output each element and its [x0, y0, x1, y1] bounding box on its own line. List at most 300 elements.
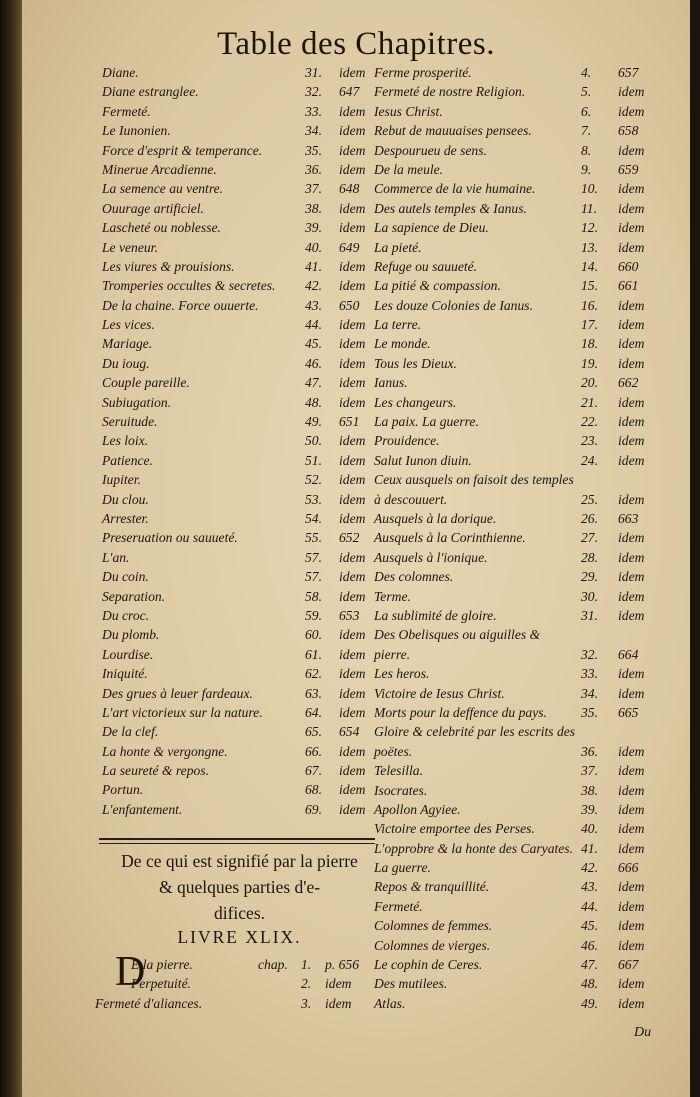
index-entry — [95, 994, 385, 1013]
page-reference: idem — [618, 452, 645, 468]
chapter-number: 22. — [581, 414, 598, 430]
page-reference: idem — [618, 801, 645, 817]
index-entry — [95, 955, 385, 974]
index-entry — [374, 567, 674, 586]
livre-heading: LIVRE XLIX. — [177, 927, 302, 947]
index-entry — [102, 761, 377, 780]
index-entry — [374, 916, 674, 935]
index-entry — [102, 625, 377, 644]
page-reference: idem — [618, 414, 645, 430]
entry-title: Preseruation ou sauueté. — [102, 530, 238, 546]
index-entry — [374, 858, 674, 877]
section-entries — [95, 955, 385, 1013]
index-entry — [102, 528, 377, 547]
page-reference: idem — [339, 278, 366, 294]
chapter-number: 30. — [581, 588, 598, 604]
index-entry — [102, 431, 377, 450]
page-reference: idem — [618, 433, 645, 449]
chapter-number: 66. — [305, 743, 322, 759]
index-entry — [374, 63, 674, 82]
page-reference: idem — [339, 65, 366, 80]
page-reference: idem — [339, 666, 366, 682]
page-reference: 657 — [618, 65, 639, 80]
book-binding — [0, 0, 22, 1097]
entry-title: Ceux ausquels on faisoit des temples à descouuert. — [374, 472, 574, 507]
page-reference: 647 — [339, 84, 360, 100]
page-reference: 652 — [339, 530, 360, 546]
entry-title: La sublimité de gloire. — [374, 607, 497, 623]
entry-title: Fermeté de nostre Religion. — [374, 84, 526, 100]
page-reference: idem — [339, 588, 366, 604]
chapter-number: 29. — [581, 569, 598, 585]
page-reference: p. 656 — [325, 957, 359, 972]
entry-title: La terre. — [374, 317, 422, 333]
chapter-number: 44. — [305, 317, 322, 333]
index-entry — [374, 218, 674, 237]
page-reference: 663 — [618, 511, 639, 526]
page-reference: idem — [339, 220, 366, 236]
page-reference: 664 — [618, 646, 639, 662]
page-title: Table des Chapitres. — [216, 26, 496, 62]
entry-title: Ausquels à la Corinthienne. — [374, 530, 526, 546]
page-reference: idem — [618, 317, 645, 333]
chapter-number: 27. — [581, 530, 598, 546]
right-column-index — [374, 63, 674, 1013]
index-entry — [374, 179, 674, 198]
entry-title: Separation. — [102, 588, 166, 604]
page-reference: idem — [618, 976, 645, 992]
chapter-number: 48. — [581, 976, 598, 992]
page-reference: idem — [618, 937, 645, 953]
chapter-number: 32. — [581, 646, 598, 662]
chapter-number: 33. — [305, 103, 322, 119]
page-reference: idem — [339, 782, 366, 798]
entry-title: Le veneur. — [102, 239, 158, 255]
entry-title: Rebut de mauuaises pensees. — [374, 123, 532, 139]
page-reference: idem — [339, 123, 366, 139]
page-reference: 659 — [618, 161, 639, 177]
drop-capital: D — [115, 949, 146, 995]
chapter-number: 13. — [581, 239, 598, 255]
chapter-number: 64. — [305, 704, 322, 720]
entry-title: Victoire de Iesus Christ. — [374, 685, 505, 701]
chapter-number: 20. — [581, 375, 598, 391]
entry-title: Patience. — [102, 452, 153, 468]
page-reference: idem — [339, 142, 366, 158]
index-entry — [102, 587, 377, 606]
index-entry — [102, 276, 377, 295]
chapter-number: 8. — [581, 142, 592, 158]
chapter-number: 5. — [581, 84, 592, 100]
index-entry — [374, 936, 674, 955]
index-entry — [102, 490, 377, 509]
page-reference: idem — [618, 782, 645, 798]
index-entry — [374, 839, 674, 858]
chapter-number: 37. — [305, 181, 322, 197]
index-entry — [102, 684, 377, 703]
entry-title: Les viures & prouisions. — [102, 258, 235, 274]
index-entry — [374, 974, 674, 993]
chapter-number: 59. — [305, 607, 322, 623]
page-reference: 660 — [618, 258, 639, 274]
entry-title: Colomnes de femmes. — [374, 918, 493, 934]
index-entry — [374, 684, 674, 703]
chapter-number: 35. — [581, 704, 598, 720]
chapter-number: 19. — [581, 355, 598, 371]
page-reference: idem — [339, 258, 366, 274]
chapter-number: 7. — [581, 123, 592, 139]
entry-title: Des Obelisques ou aiguilles & pierre. — [374, 627, 541, 662]
section-heading-line-2: & quelques parties d'e- — [158, 877, 321, 897]
page-reference: 653 — [339, 607, 360, 623]
index-entry — [102, 141, 377, 160]
page-reference: idem — [618, 995, 645, 1011]
entry-title: Ouurage artificiel. — [102, 200, 204, 216]
chapter-number: 57. — [305, 549, 322, 565]
index-entry — [374, 625, 674, 664]
entry-title: Lourdise. — [102, 646, 154, 662]
chapter-number: 49. — [305, 414, 322, 430]
index-entry — [102, 664, 377, 683]
entry-title: L'enfantement. — [102, 801, 183, 817]
chapter-number: 15. — [581, 278, 598, 294]
entry-title: Les loix. — [102, 433, 149, 449]
chapter-number: 10. — [581, 181, 598, 197]
chapter-number: 11. — [581, 200, 597, 216]
page-reference: idem — [339, 646, 366, 662]
page-reference: idem — [339, 355, 366, 371]
entry-title: Ausquels à l'ionique. — [374, 549, 488, 565]
page-reference: idem — [618, 336, 645, 352]
index-entry — [102, 296, 377, 315]
index-entry — [102, 82, 377, 101]
chapter-number: 24. — [581, 452, 598, 468]
chapter-number: 39. — [581, 801, 598, 817]
index-entry — [102, 354, 377, 373]
page-reference: idem — [618, 879, 645, 895]
page-reference: idem — [339, 763, 366, 779]
chapter-number: 1. — [301, 957, 312, 972]
page-reference: idem — [339, 472, 366, 488]
chapter-number: 39. — [305, 220, 322, 236]
page-reference: idem — [339, 375, 366, 391]
entry-title: Force d'esprit & temperance. — [102, 142, 263, 158]
entry-title: De la clef. — [102, 724, 159, 740]
index-entry — [374, 373, 674, 392]
chapter-number: 9. — [581, 161, 592, 177]
chapter-number: 65. — [305, 724, 322, 740]
chapter-number: 35. — [305, 142, 322, 158]
page-reference: idem — [618, 103, 645, 119]
chapter-number: 49. — [581, 995, 598, 1011]
page-reference: idem — [325, 995, 352, 1011]
index-entry — [374, 703, 674, 722]
entry-title: Mariage. — [102, 336, 153, 352]
entry-title: L'an. — [102, 549, 130, 565]
index-entry — [374, 121, 674, 140]
page-reference: 662 — [618, 375, 639, 391]
page-reference: 665 — [618, 704, 639, 720]
chapter-number: 47. — [305, 375, 322, 391]
page-reference: idem — [325, 976, 352, 992]
index-entry — [102, 160, 377, 179]
index-entry — [102, 645, 377, 664]
chapter-number: 54. — [305, 510, 322, 526]
entry-title: La sapience de Dieu. — [374, 220, 489, 236]
left-column-index — [102, 63, 377, 819]
chapter-number: 40. — [305, 239, 322, 255]
index-entry — [374, 431, 674, 450]
index-entry — [102, 412, 377, 431]
index-entry — [374, 819, 674, 838]
entry-title: La pieté. — [374, 239, 422, 255]
section-heading — [92, 848, 387, 926]
index-entry — [374, 722, 674, 761]
chapter-number: 21. — [581, 394, 598, 410]
entry-title: Ferme prosperité. — [374, 65, 472, 80]
page-reference: idem — [618, 821, 645, 837]
index-entry — [374, 955, 674, 974]
entry-title: Seruitude. — [102, 414, 158, 430]
index-entry — [374, 141, 674, 160]
index-entry — [102, 509, 377, 528]
index-entry — [102, 451, 377, 470]
chapter-number: 37. — [581, 763, 598, 779]
entry-title: Des mutilees. — [374, 976, 448, 992]
page-reference: idem — [618, 181, 645, 197]
entry-title: Le monde. — [374, 336, 431, 352]
entry-title: Despourueu de sens. — [374, 142, 487, 158]
page-reference: idem — [618, 200, 645, 216]
chapter-number: 3. — [301, 995, 312, 1011]
entry-title: La pitié & compassion. — [374, 278, 501, 294]
index-entry — [374, 412, 674, 431]
page-reference: idem — [618, 569, 645, 585]
page-reference: idem — [339, 704, 366, 720]
chapter-number: 41. — [305, 258, 322, 274]
index-entry — [374, 509, 674, 528]
entry-title: Couple pareille. — [102, 375, 190, 391]
section-rule — [99, 838, 375, 844]
entry-title: L'opprobre & la honte des Caryates. — [374, 840, 574, 856]
index-entry — [374, 354, 674, 373]
chapter-number: 25. — [581, 491, 598, 507]
entry-title: Prouidence. — [374, 433, 440, 449]
entry-title: Diane estranglee. — [102, 84, 199, 100]
entry-title: Perpetuité. — [131, 976, 192, 992]
index-entry — [374, 257, 674, 276]
page-reference: idem — [618, 763, 645, 779]
page-reference: 654 — [339, 724, 360, 740]
index-entry — [102, 567, 377, 586]
page-reference: idem — [339, 627, 366, 643]
page-reference: idem — [618, 220, 645, 236]
entry-title: Du croc. — [102, 607, 150, 623]
page-reference: idem — [618, 355, 645, 371]
entry-title: Des grues à leuer fardeaux. — [102, 685, 253, 701]
entry-title: Tous les Dieux. — [374, 355, 457, 371]
page-reference: idem — [339, 743, 366, 759]
index-entry — [374, 296, 674, 315]
chapter-number: 34. — [305, 123, 322, 139]
index-entry — [102, 780, 377, 799]
entry-title: La paix. La guerre. — [374, 414, 479, 430]
entry-title: Le cophin de Ceres. — [374, 957, 483, 973]
entry-title: Des autels temples & Ianus. — [374, 200, 527, 216]
index-entry — [374, 160, 674, 179]
entry-title: Isocrates. — [374, 782, 428, 798]
index-entry — [374, 315, 674, 334]
entry-title: Les heros. — [374, 666, 430, 682]
page-reference: 651 — [339, 414, 360, 430]
index-entry — [95, 974, 385, 993]
entry-title: Ausquels à la dorique. — [374, 511, 497, 526]
chapter-number: 36. — [305, 161, 322, 177]
chapter-number: 6. — [581, 103, 592, 119]
entry-title: Fermeté. — [374, 898, 423, 914]
entry-title: Portun. — [102, 782, 144, 798]
chapter-number: 52. — [305, 472, 322, 488]
chapter-number: 62. — [305, 666, 322, 682]
chapter-number: 46. — [581, 937, 598, 953]
entry-title: Lascheté ou noblesse. — [102, 220, 221, 236]
entry-title: Atlas. — [374, 995, 406, 1011]
page-reference: idem — [618, 840, 645, 856]
entry-title: Du ioug. — [102, 355, 150, 371]
entry-title: Apollon Agyiee. — [374, 801, 461, 817]
page-reference: idem — [618, 549, 645, 565]
entry-title: Du plomb. — [102, 627, 160, 643]
chapter-number: 4. — [581, 65, 592, 80]
chapter-number: 36. — [581, 743, 598, 759]
index-entry — [374, 606, 674, 625]
index-entry — [374, 470, 674, 509]
chapter-number: 42. — [581, 860, 598, 876]
entry-title: Fermeté. — [102, 103, 151, 119]
entry-title: Des colomnes. — [374, 569, 454, 585]
page-reference: idem — [618, 898, 645, 914]
chapter-number: 2. — [301, 976, 312, 992]
entry-title: De la chaine. Force ouuerte. — [102, 297, 259, 313]
index-entry — [374, 82, 674, 101]
section-heading-line-1: De ce qui est signifié par la pierre — [121, 851, 358, 871]
chapter-number: 61. — [305, 646, 322, 662]
entry-title: Repos & tranquillité. — [374, 879, 490, 895]
entry-title: Minerue Arcadienne. — [102, 161, 217, 177]
page-reference: 650 — [339, 297, 360, 313]
chapter-number: 28. — [581, 549, 598, 565]
entry-title: Les changeurs. — [374, 394, 457, 410]
page-reference: idem — [339, 452, 366, 468]
entry-title: Arrester. — [102, 510, 149, 526]
entry-title: La honte & vergongne. — [102, 743, 228, 759]
chapter-number: 43. — [581, 879, 598, 895]
entry-title: Terme. — [374, 588, 411, 604]
entry-title: Victoire emportee des Perses. — [374, 821, 535, 837]
index-entry — [374, 761, 674, 780]
index-entry — [374, 238, 674, 257]
page-reference: idem — [339, 569, 366, 585]
page-reference: idem — [339, 200, 366, 216]
page-reference: idem — [618, 84, 645, 100]
entry-title: Iesus Christ. — [374, 103, 443, 119]
page-reference: 661 — [618, 278, 639, 294]
index-entry — [102, 470, 377, 489]
book-page — [22, 0, 690, 1097]
entry-title: Refuge ou sauueté. — [374, 258, 478, 274]
page-reference: idem — [618, 394, 645, 410]
index-entry — [374, 276, 674, 295]
page-reference: idem — [618, 666, 645, 682]
index-entry — [374, 877, 674, 896]
page-reference: idem — [339, 685, 366, 701]
chapter-number: 12. — [581, 220, 598, 236]
chapter-number: 51. — [305, 452, 322, 468]
index-entry — [374, 199, 674, 218]
index-entry — [102, 102, 377, 121]
index-entry — [102, 121, 377, 140]
entry-title: Du coin. — [102, 569, 149, 585]
chapter-number: 45. — [581, 918, 598, 934]
section-heading-line-3: difices. — [213, 903, 266, 923]
entry-title: La semence au ventre. — [102, 181, 224, 197]
index-entry — [374, 393, 674, 412]
chapter-number: 47. — [581, 957, 598, 973]
chapter-number: 16. — [581, 297, 598, 313]
page-reference: idem — [618, 743, 645, 759]
page-reference: idem — [339, 491, 366, 507]
page-reference: idem — [618, 918, 645, 934]
page-reference: idem — [618, 685, 645, 701]
index-entry — [102, 373, 377, 392]
chapter-number: 26. — [581, 511, 598, 526]
page-reference: 666 — [618, 860, 639, 876]
index-entry — [374, 451, 674, 470]
chapter-number: 38. — [305, 200, 322, 216]
entry-title: La seureté & repos. — [102, 763, 209, 779]
index-entry — [374, 781, 674, 800]
chapter-number: 18. — [581, 336, 598, 352]
chapter-number: 34. — [581, 685, 598, 701]
entry-title: Morts pour la deffence du pays. — [374, 704, 547, 720]
chapter-number: 46. — [305, 355, 322, 371]
chapter-number: 33. — [581, 666, 598, 682]
page-reference: idem — [618, 297, 645, 313]
index-entry — [102, 238, 377, 257]
index-entry — [102, 257, 377, 276]
page-reference: 648 — [339, 181, 360, 197]
entry-title: Le Iunonien. — [102, 123, 171, 139]
index-entry — [102, 199, 377, 218]
page-reference: idem — [618, 530, 645, 546]
chapter-number: 48. — [305, 394, 322, 410]
page-reference: 649 — [339, 239, 360, 255]
index-entry — [102, 179, 377, 198]
page-reference: idem — [618, 239, 645, 255]
page-reference: idem — [339, 103, 366, 119]
entry-title: La guerre. — [374, 860, 431, 876]
chapter-number: 23. — [581, 433, 598, 449]
chapter-number: 42. — [305, 278, 322, 294]
page-reference: 667 — [618, 957, 639, 973]
entry-title: Fermeté d'aliances. — [95, 995, 203, 1011]
entry-title: Gloire & celebrité par les escrits des poëtes. — [374, 724, 576, 759]
page-reference: 658 — [618, 123, 639, 139]
chapter-number: 50. — [305, 433, 322, 449]
page-reference: idem — [339, 549, 366, 565]
chapter-number: 43. — [305, 297, 322, 313]
entry-title: Les vices. — [102, 317, 155, 333]
